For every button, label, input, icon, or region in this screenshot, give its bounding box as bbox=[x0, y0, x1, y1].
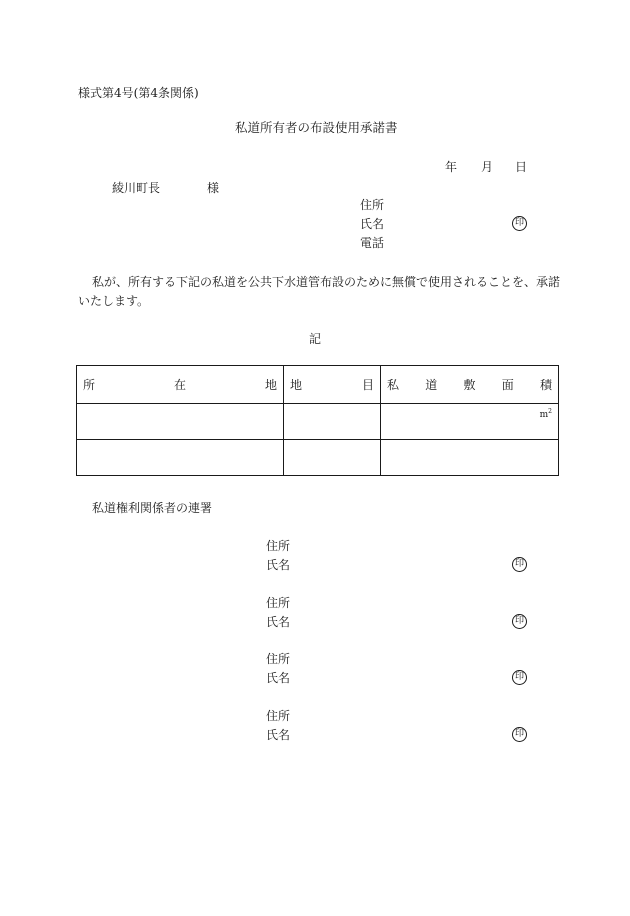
date-month-label: 月 bbox=[481, 160, 494, 174]
signer-name-label: 氏名 bbox=[266, 615, 291, 629]
header-area-char: 道 bbox=[425, 378, 438, 392]
signer-address-label: 住所 bbox=[266, 596, 291, 610]
signer-seal-mark: 印 bbox=[512, 727, 527, 742]
signer-seal-mark: 印 bbox=[512, 614, 527, 629]
signer-address-label: 住所 bbox=[266, 709, 291, 723]
addressee-honorific: 様 bbox=[207, 181, 220, 195]
signer-name-label: 氏名 bbox=[266, 671, 291, 685]
date-year-label: 年 bbox=[445, 160, 458, 174]
cosign-heading: 私道権利関係者の連署 bbox=[92, 501, 213, 515]
header-land-category-char: 地 bbox=[290, 378, 303, 392]
applicant-address-label: 住所 bbox=[360, 198, 385, 212]
body-text-line1: 私が、所有する下記の私道を公共下水道管布設のために無償で使用されることを、承諾 bbox=[92, 275, 561, 289]
applicant-name-label: 氏名 bbox=[360, 217, 385, 231]
header-private-road-area bbox=[381, 366, 559, 404]
header-area-char: 私 bbox=[387, 378, 400, 392]
area-cell[interactable] bbox=[381, 440, 559, 476]
form-label: 様式第4号(第4条関係) bbox=[78, 86, 199, 100]
signer-name-label: 氏名 bbox=[266, 558, 291, 572]
table-header-row bbox=[77, 366, 559, 404]
location-cell[interactable] bbox=[77, 440, 284, 476]
table-row bbox=[77, 404, 559, 440]
applicant-seal-mark: 印 bbox=[512, 216, 527, 231]
land-category-cell[interactable] bbox=[284, 404, 381, 440]
table-row bbox=[77, 440, 559, 476]
area-cell[interactable] bbox=[381, 404, 559, 440]
body-text-line2: いたします。 bbox=[78, 294, 150, 308]
date-day-label: 日 bbox=[515, 160, 528, 174]
private-road-table bbox=[76, 365, 559, 476]
addressee-name: 綾川町長 bbox=[112, 181, 161, 195]
signer-name-label: 氏名 bbox=[266, 728, 291, 742]
header-area-char: 面 bbox=[501, 378, 514, 392]
header-location-char: 地 bbox=[264, 378, 277, 392]
signer-seal-mark: 印 bbox=[512, 670, 527, 685]
header-land-category-char: 目 bbox=[361, 378, 374, 392]
location-cell[interactable] bbox=[77, 404, 284, 440]
header-location-char: 在 bbox=[173, 378, 186, 392]
area-unit-label: $m^2$ bbox=[539, 408, 552, 420]
document-title: 私道所有者の布設使用承諾書 bbox=[235, 120, 398, 135]
header-land-category bbox=[284, 366, 381, 404]
ki-heading: 記 bbox=[309, 332, 322, 346]
signer-address-label: 住所 bbox=[266, 539, 291, 553]
header-location bbox=[77, 366, 284, 404]
header-area-char: 敷 bbox=[463, 378, 476, 392]
applicant-phone-label: 電話 bbox=[360, 236, 385, 250]
signer-address-label: 住所 bbox=[266, 652, 291, 666]
signer-seal-mark: 印 bbox=[512, 557, 527, 572]
header-area-char: 積 bbox=[539, 378, 552, 392]
header-location-char: 所 bbox=[83, 378, 96, 392]
land-category-cell[interactable] bbox=[284, 440, 381, 476]
